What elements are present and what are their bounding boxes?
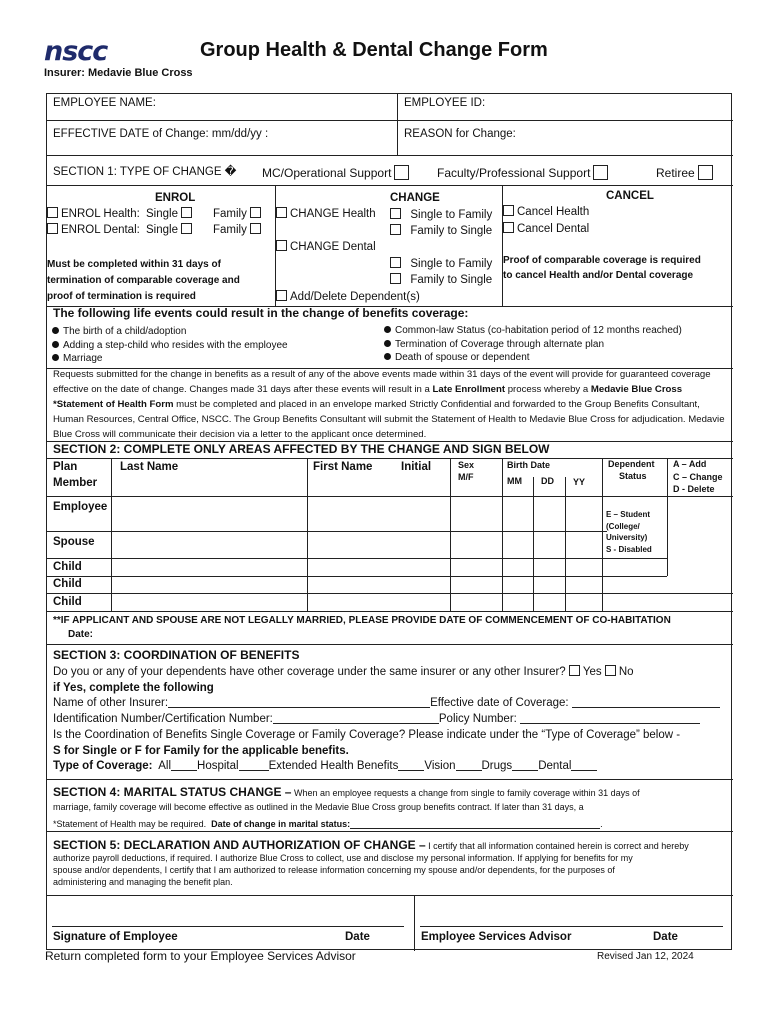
- change-health-option[interactable]: [276, 207, 376, 221]
- enrol-dental-label: ENROL Dental:: [61, 224, 140, 236]
- coordination-question: Is the Coordination of Benefits Single Coverage or Family Coverage? Please indicate under the “Type of Coverage” below -: [53, 729, 681, 741]
- status-codes: E – Student (College/ University) S - Disabled: [606, 510, 652, 554]
- change-health-label: CHANGE Health: [290, 208, 376, 220]
- enrol-health-family[interactable]: [213, 207, 264, 221]
- all-field[interactable]: [171, 759, 197, 771]
- table-row-child: Child: [53, 561, 82, 573]
- advisor-signature-line[interactable]: [420, 926, 723, 927]
- insurer-label: Insurer: Medavie Blue Cross: [44, 67, 193, 79]
- section3-title: SECTION 3: COORDINATION OF BENEFITS: [53, 648, 300, 662]
- birth-date-header: Birth Date: [507, 460, 551, 470]
- other-insurer-row: Name of other Insurer: Effective date of Coverage:: [53, 696, 720, 710]
- life-events-right: [384, 324, 682, 365]
- first-name-header: First Name: [313, 461, 373, 473]
- add-code: A – Add: [673, 459, 707, 469]
- list-item: The birth of a child/adoption: [52, 325, 288, 339]
- section1-title: SECTION 1: TYPE OF CHANGE �: [53, 166, 237, 178]
- cohabitation-note: **IF APPLICANT AND SPOUSE ARE NOT LEGALLY MARRIED, PLEASE PROVIDE DATE OF COMMENCEMENT OF CO-HABITATION: [53, 615, 671, 626]
- change-dental-f2s[interactable]: [390, 273, 492, 287]
- section4-line2: marriage, family coverage will become effective as outlined in the Medavie Blue Cross group benefits contract. If later than 31 days, a: [53, 802, 584, 812]
- reason-label: REASON for Change:: [404, 128, 516, 140]
- s2f-label: Single to Family: [410, 258, 493, 270]
- employee-signature-line[interactable]: [52, 926, 404, 927]
- late-enrollment-paragraph: Requests submitted for the change in benefits as a result of any of the above events made within 31 days of the event will provide for guaranteed coverage effective on the date of change. Changes made 31 days after these events will result in a Late Enrollment process whereby a Medavie Blue Cross *Statement of Health Form must be completed and placed in an envelope marked Strictly Confidential and forwarded to the Group Benefits Consultant, Human Resources, Central Office, NSCC. The Group Benefits Consultant will submit the Statement of Health to Medavie Blue Cross for adjudication. Medavie Blue Cross will communicate their decision via a letter to the applicant once determined.: [53, 369, 725, 440]
- single-label: Single: [146, 224, 178, 236]
- family-label: Family: [213, 224, 247, 236]
- enrol-heading: ENROL: [155, 192, 196, 204]
- list-item: Marriage: [52, 352, 288, 366]
- section4-line3: *Statement of Health may be required. Date of change in marital status: .: [53, 819, 603, 829]
- policy-number-field[interactable]: [520, 712, 700, 724]
- list-item: Adding a step-child who resides with the employee: [52, 339, 288, 353]
- identification-field[interactable]: [273, 712, 439, 724]
- enrol-dental-single-checkbox[interactable]: [181, 223, 192, 234]
- f2s-checkbox[interactable]: [390, 273, 401, 284]
- f2s-label: Family to Single: [410, 225, 493, 237]
- enrol-health-family-checkbox[interactable]: [250, 207, 261, 218]
- signature-employee-label: Signature of Employee: [53, 931, 178, 943]
- table-row-spouse: Spouse: [53, 536, 95, 548]
- single-family-instruction: S for Single or F for Family for the applicable benefits.: [53, 745, 349, 757]
- family-label: Family: [213, 208, 247, 220]
- list-item: Termination of Coverage through alternate plan: [384, 338, 682, 352]
- advisor-date-label: Date: [653, 931, 678, 943]
- hospital-field[interactable]: [239, 759, 269, 771]
- effective-coverage-field[interactable]: [572, 696, 720, 708]
- single-label: Single: [146, 208, 178, 220]
- identification-row: Identification Number/Certification Number: Policy Number:: [53, 712, 700, 726]
- cancel-dental-checkbox[interactable]: [503, 222, 514, 233]
- enrol-dental-family[interactable]: [213, 223, 264, 237]
- dental-field[interactable]: [571, 759, 597, 771]
- change-health-s2f[interactable]: [390, 208, 492, 222]
- enrol-dental-family-checkbox[interactable]: [250, 223, 261, 234]
- type-of-coverage-row: Type of Coverage: All Hospital Extended Health Benefits Vision Drugs Dental: [53, 759, 597, 773]
- change-health-f2s[interactable]: [390, 224, 492, 238]
- other-insurer-field[interactable]: [168, 696, 430, 708]
- section5-line3: spouse and/or dependents, I certify that I am authorized to release information concerning my spouse and/or dependents, for the purposes of: [53, 865, 615, 875]
- nscc-logo: nscc: [44, 36, 108, 67]
- extended-field[interactable]: [398, 759, 424, 771]
- mc-operational-option[interactable]: [262, 165, 409, 180]
- s2f-label: Single to Family: [410, 209, 493, 221]
- delete-code: D - Delete: [673, 484, 715, 494]
- mc-label: MC/Operational Support: [262, 166, 392, 180]
- enrol-dental-single[interactable]: [146, 223, 195, 237]
- yes-checkbox[interactable]: [569, 665, 580, 676]
- last-name-header: Last Name: [120, 461, 179, 473]
- effective-date-label: EFFECTIVE DATE of Change: mm/dd/yy :: [53, 128, 269, 140]
- table-row-child: Child: [53, 578, 82, 590]
- cohabitation-date-label: Date:: [68, 629, 94, 640]
- change-dental-checkbox[interactable]: [276, 240, 287, 251]
- s2f-checkbox[interactable]: [390, 257, 401, 268]
- change-health-checkbox[interactable]: [276, 207, 287, 218]
- f2s-label: Family to Single: [410, 274, 493, 286]
- cancel-health-label: Cancel Health: [517, 206, 590, 218]
- advisor-label: Employee Services Advisor: [421, 931, 572, 943]
- no-checkbox[interactable]: [605, 665, 616, 676]
- enrol-health-checkbox[interactable]: [47, 207, 58, 218]
- dependent-header: Dependent: [608, 459, 655, 469]
- employee-id-label: EMPLOYEE ID:: [404, 97, 486, 109]
- member-header: Member: [53, 477, 98, 489]
- cancel-dental-label: Cancel Dental: [517, 223, 590, 235]
- enrol-health-single[interactable]: [146, 207, 195, 221]
- yy-header: YY: [573, 477, 586, 487]
- mf-header: M/F: [458, 472, 474, 482]
- enrol-health-single-checkbox[interactable]: [181, 207, 192, 218]
- return-instructions: Return completed form to your Employee Services Advisor: [45, 949, 356, 963]
- enrol-dental-checkbox[interactable]: [47, 223, 58, 234]
- change-dental-label: CHANGE Dental: [290, 241, 376, 253]
- faculty-label: Faculty/Professional Support: [437, 166, 591, 180]
- form-title: Group Health & Dental Change Form: [200, 39, 548, 61]
- mc-checkbox[interactable]: [394, 165, 409, 180]
- section4-text: SECTION 4: MARITAL STATUS CHANGE – When an employee requests a change from single to family coverage within 31 days of: [53, 785, 640, 799]
- f2s-checkbox[interactable]: [390, 224, 401, 235]
- table-row-child: Child: [53, 596, 82, 608]
- cancel-dental-option[interactable]: [503, 222, 589, 236]
- revised-date: Revised Jan 12, 2024: [597, 951, 694, 962]
- add-delete-checkbox[interactable]: [276, 290, 287, 301]
- add-delete-option[interactable]: [276, 290, 420, 304]
- retiree-label: Retiree: [656, 166, 695, 180]
- marital-date-field[interactable]: [350, 817, 600, 829]
- faculty-option[interactable]: [437, 165, 608, 180]
- vision-field[interactable]: [456, 759, 482, 771]
- retiree-option[interactable]: [656, 165, 713, 180]
- table-row-employee: Employee: [53, 501, 108, 513]
- s2f-checkbox[interactable]: [390, 208, 401, 219]
- add-delete-label: Add/Delete Dependent(s): [290, 291, 420, 303]
- life-events-left: [52, 325, 288, 366]
- enrol-dental-row: [47, 223, 140, 237]
- other-coverage-question: Do you or any of your dependents have other coverage under the same insurer or any other Insurer? Yes No: [53, 666, 634, 678]
- section2-title: SECTION 2: COMPLETE ONLY AREAS AFFECTED BY THE CHANGE AND SIGN BELOW: [53, 442, 550, 456]
- cancel-health-option[interactable]: [503, 205, 589, 219]
- enrol-health-row: [47, 207, 140, 221]
- list-item: Death of spouse or dependent: [384, 351, 682, 365]
- plan-header: Plan: [53, 461, 78, 473]
- signature-date-label: Date: [345, 931, 370, 943]
- cancel-health-checkbox[interactable]: [503, 205, 514, 216]
- enrol-health-label: ENROL Health:: [61, 208, 140, 220]
- change-heading: CHANGE: [390, 192, 440, 204]
- cancel-heading: CANCEL: [606, 190, 654, 202]
- if-yes-label: if Yes, complete the following: [53, 682, 214, 694]
- must-complete-note: Must be completed within 31 days of termination of comparable coverage and proof of termination is required: [47, 259, 240, 302]
- mm-header: MM: [507, 476, 522, 486]
- change-code: C – Change: [673, 472, 723, 482]
- change-dental-s2f[interactable]: [390, 257, 492, 271]
- initial-header: Initial: [401, 461, 432, 473]
- proof-note: Proof of comparable coverage is required to cancel Health and/or Dental coverage: [503, 255, 701, 281]
- drugs-field[interactable]: [512, 759, 538, 771]
- change-dental-option[interactable]: [276, 240, 376, 254]
- section5-line4: administering and managing the benefit plan.: [53, 877, 233, 887]
- status-header: Status: [619, 471, 647, 481]
- section5-text: SECTION 5: DECLARATION AND AUTHORIZATION OF CHANGE – I certify that all information contained herein is correct and hereby: [53, 838, 689, 852]
- employee-name-label: EMPLOYEE NAME:: [53, 97, 156, 109]
- section5-line2: authorize payroll deductions, if required. I authorize Blue Cross to collect, use and disclose my personal information. If applying for benefits for my: [53, 853, 633, 863]
- retiree-checkbox[interactable]: [698, 165, 713, 180]
- faculty-checkbox[interactable]: [593, 165, 608, 180]
- life-events-heading: The following life events could result in the change of benefits coverage:: [53, 306, 469, 320]
- sex-header: Sex: [458, 460, 475, 470]
- dd-header: DD: [541, 476, 554, 486]
- list-item: Common-law Status (co-habitation period of 12 months reached): [384, 324, 682, 338]
